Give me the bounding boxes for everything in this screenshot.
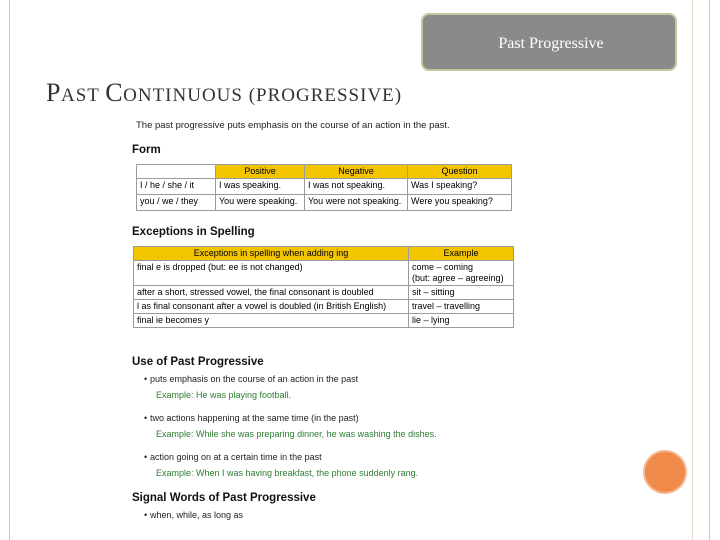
table-cell: final e is dropped (but: ee is not changed) bbox=[134, 261, 409, 286]
table-cell: You were not speaking. bbox=[305, 195, 408, 211]
header-banner bbox=[421, 13, 677, 71]
orange-circle-decoration bbox=[643, 450, 687, 494]
form-heading: Form bbox=[132, 144, 161, 156]
table-cell: lie – lying bbox=[409, 314, 514, 328]
table-cell: I / he / she / it bbox=[137, 179, 216, 195]
banner-text: Past Progressive bbox=[498, 35, 604, 52]
table-cell: You were speaking. bbox=[216, 195, 305, 211]
exceptions-header-cell: Exceptions in spelling when adding ing bbox=[134, 247, 409, 261]
table-cell: you / we / they bbox=[137, 195, 216, 211]
list-item: • when, while, as long as bbox=[150, 510, 243, 520]
exceptions-header-cell: Example bbox=[409, 247, 514, 261]
table-cell: final ie becomes y bbox=[134, 314, 409, 328]
table-row bbox=[134, 300, 514, 314]
form-header-cell: Positive bbox=[216, 165, 305, 179]
table-cell: sit – sitting bbox=[409, 286, 514, 300]
example-text: Example: He was playing football. bbox=[156, 390, 292, 400]
table-cell: I was speaking. bbox=[216, 179, 305, 195]
table-cell: after a short, stressed vowel, the final consonant is doubled bbox=[134, 286, 409, 300]
list-item: • action going on at a certain time in the past bbox=[150, 452, 322, 462]
form-table bbox=[136, 164, 512, 211]
title-part2: AST bbox=[60, 85, 106, 106]
use-heading: Use of Past Progressive bbox=[132, 356, 264, 368]
signal-heading: Signal Words of Past Progressive bbox=[132, 492, 316, 504]
table-cell: l as final consonant after a vowel is doubled (in British English) bbox=[134, 300, 409, 314]
list-item: • two actions happening at the same time (in the past) bbox=[150, 413, 359, 423]
title-part5: (PROGRESSIVE) bbox=[248, 85, 403, 106]
exceptions-table bbox=[133, 246, 514, 328]
table-cell: travel – travelling bbox=[409, 300, 514, 314]
table-cell: I was not speaking. bbox=[305, 179, 408, 195]
form-header-cell: Negative bbox=[305, 165, 408, 179]
table-cell: Were you speaking? bbox=[408, 195, 512, 211]
table-cell: come – coming (but: agree – agreeing) bbox=[409, 261, 514, 286]
frame-right-line bbox=[709, 0, 710, 540]
table-row bbox=[134, 314, 514, 328]
table-row bbox=[137, 195, 512, 211]
title-part1: P bbox=[46, 78, 61, 107]
example-text: Example: When I was having breakfast, the phone suddenly rang. bbox=[156, 468, 419, 478]
table-row bbox=[137, 179, 512, 195]
form-header-cell bbox=[137, 165, 216, 179]
intro-text: The past progressive puts emphasis on the course of an action in the past. bbox=[136, 120, 450, 131]
title-part4: ONTINUOUS bbox=[123, 85, 249, 106]
list-item: • puts emphasis on the course of an action in the past bbox=[150, 374, 358, 384]
table-row bbox=[134, 261, 514, 286]
exceptions-heading: Exceptions in Spelling bbox=[132, 226, 255, 238]
frame-left-line bbox=[9, 0, 10, 540]
frame-right-inner-line bbox=[692, 0, 693, 540]
form-header-cell: Question bbox=[408, 165, 512, 179]
title-part3: C bbox=[105, 78, 124, 107]
page-title bbox=[46, 78, 402, 108]
form-header-row bbox=[137, 165, 512, 179]
exceptions-header-row bbox=[134, 247, 514, 261]
table-cell: Was I speaking? bbox=[408, 179, 512, 195]
example-text: Example: While she was preparing dinner, he was washing the dishes. bbox=[156, 429, 437, 439]
table-row bbox=[134, 286, 514, 300]
